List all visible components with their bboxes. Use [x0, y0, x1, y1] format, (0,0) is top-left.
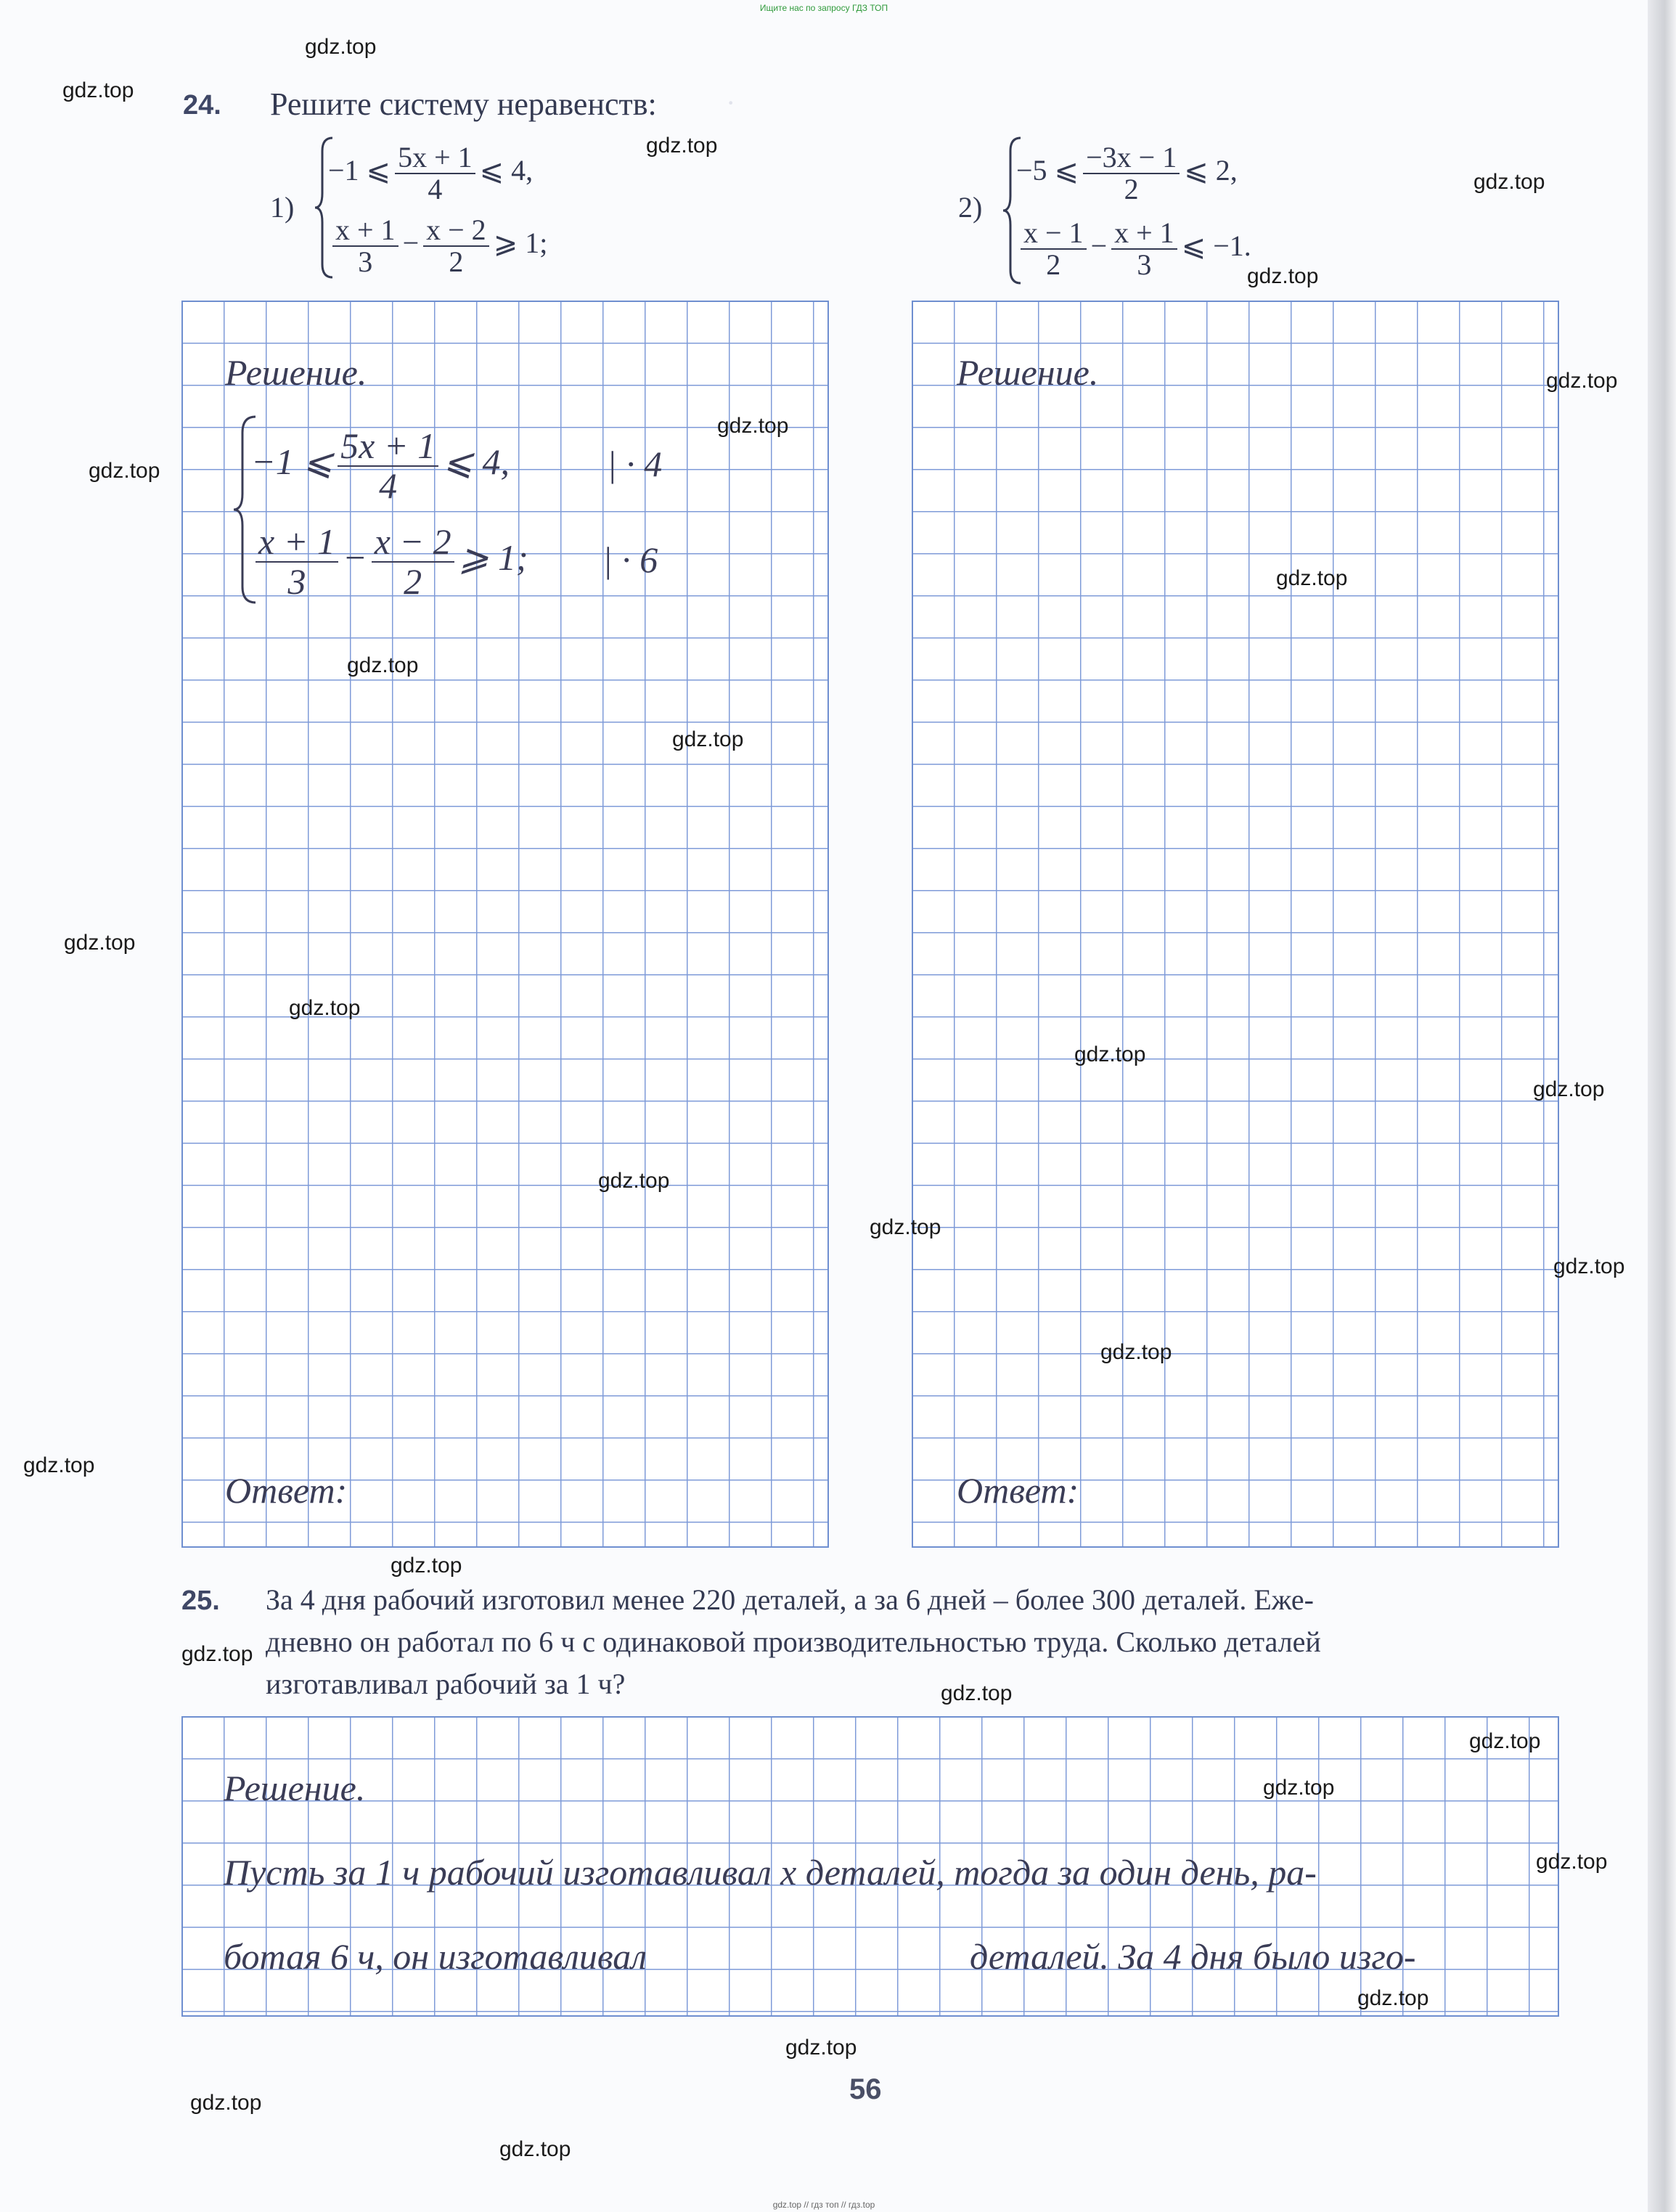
problem-24-statement: Решите систему неравенств:: [270, 86, 657, 122]
left-answer-label: Ответ:: [225, 1470, 348, 1511]
watermark: gdz.top: [1074, 1042, 1146, 1066]
watermark: gdz.top: [391, 1554, 462, 1578]
watermark: gdz.top: [1247, 264, 1319, 288]
p25-solution-label: Решение.: [224, 1768, 366, 1808]
left-row1-multiplier: | · 4: [607, 444, 663, 484]
solution-grid-right[interactable]: [912, 301, 1559, 1548]
footer: gdz.top // гдз топ // гдз.top: [772, 2200, 875, 2210]
watermark: gdz.top: [941, 1681, 1013, 1705]
watermark: gdz.top: [646, 134, 718, 158]
watermark: gdz.top: [190, 2091, 262, 2115]
watermark: gdz.top: [23, 1453, 95, 1477]
part2-label: 2): [958, 191, 983, 224]
part2-row1: −5 ⩽ $\frac{-3x - 1}{2}$ ⩽ 2,: [1016, 141, 1238, 205]
problem-25-line1: За 4 дня рабочий изготовил менее 220 деталей, а за 6 дней – более 300 деталей. Еже-: [266, 1583, 1314, 1616]
watermark: gdz.top: [347, 653, 419, 677]
watermark: gdz.top: [305, 35, 377, 59]
p25-solution-line2a: ботая 6 ч, он изготавливал: [224, 1936, 647, 1977]
watermark: gdz.top: [181, 1642, 253, 1666]
showthrough-text: ·: [726, 86, 736, 119]
left-row2-multiplier: | · 6: [602, 539, 658, 580]
problem-25-line3: изготавливал рабочий за 1 ч?: [266, 1668, 626, 1700]
left-row1: −1 ⩽ $\frac{5x + 1}{4}$ ⩽ 4,: [251, 425, 510, 506]
watermark: gdz.top: [717, 414, 789, 438]
watermark: gdz.top: [289, 996, 361, 1020]
watermark: gdz.top: [1263, 1776, 1335, 1800]
watermark: gdz.top: [870, 1215, 941, 1239]
watermark: gdz.top: [1553, 1254, 1625, 1278]
watermark: gdz.top: [1536, 1850, 1608, 1874]
part1-row1: −1 ⩽ $\frac{5x + 1}{4}$ ⩽ 4,: [328, 141, 534, 205]
watermark: gdz.top: [1546, 369, 1618, 393]
watermark: gdz.top: [785, 2036, 857, 2060]
watermark: gdz.top: [1357, 1986, 1429, 2010]
part1-label: 1): [270, 191, 295, 224]
page-number: 56: [849, 2073, 882, 2105]
problem-24-number: 24.: [183, 90, 221, 121]
watermark: gdz.top: [62, 78, 134, 102]
watermark: gdz.top: [672, 727, 744, 751]
part1-row2: $\frac{x + 1}{3}$ − $\frac{x - 2}{2}$ ⩾ 1;: [328, 215, 547, 277]
watermark: gdz.top: [499, 2137, 571, 2161]
left-row2: $\frac{x + 1}{3}$ − $\frac{x - 2}{2}$ ⩾ 1;: [251, 523, 528, 600]
part2-row2: $\frac{x - 1}{2}$ − $\frac{x + 1}{3}$ ⩽ −1.: [1016, 218, 1251, 280]
watermark: gdz.top: [1473, 170, 1545, 194]
right-answer-label: Ответ:: [957, 1470, 1079, 1511]
watermark: gdz.top: [1100, 1340, 1172, 1364]
watermark: gdz.top: [64, 931, 136, 955]
watermark: gdz.top: [1276, 566, 1348, 590]
problem-25-number: 25.: [181, 1585, 220, 1616]
watermark: gdz.top: [1533, 1077, 1605, 1101]
watermark: gdz.top: [1469, 1729, 1541, 1753]
watermark: gdz.top: [89, 459, 160, 483]
problem-25-line2: дневно он работал по 6 ч с одинаковой производительностью труда. Сколько деталей: [266, 1625, 1321, 1658]
right-solution-label: Решение.: [957, 352, 1099, 393]
top-banner: Ищите нас по запросу ГДЗ ТОП: [759, 3, 888, 13]
p25-solution-line1: Пусть за 1 ч рабочий изготавливал x деталей, тогда за один день, ра-: [224, 1852, 1317, 1893]
left-solution-label: Решение.: [225, 352, 367, 393]
p25-solution-line2b: деталей. За 4 дня было изго-: [970, 1936, 1416, 1977]
watermark: gdz.top: [598, 1169, 670, 1193]
page-edge-shadow: [1648, 0, 1676, 2212]
